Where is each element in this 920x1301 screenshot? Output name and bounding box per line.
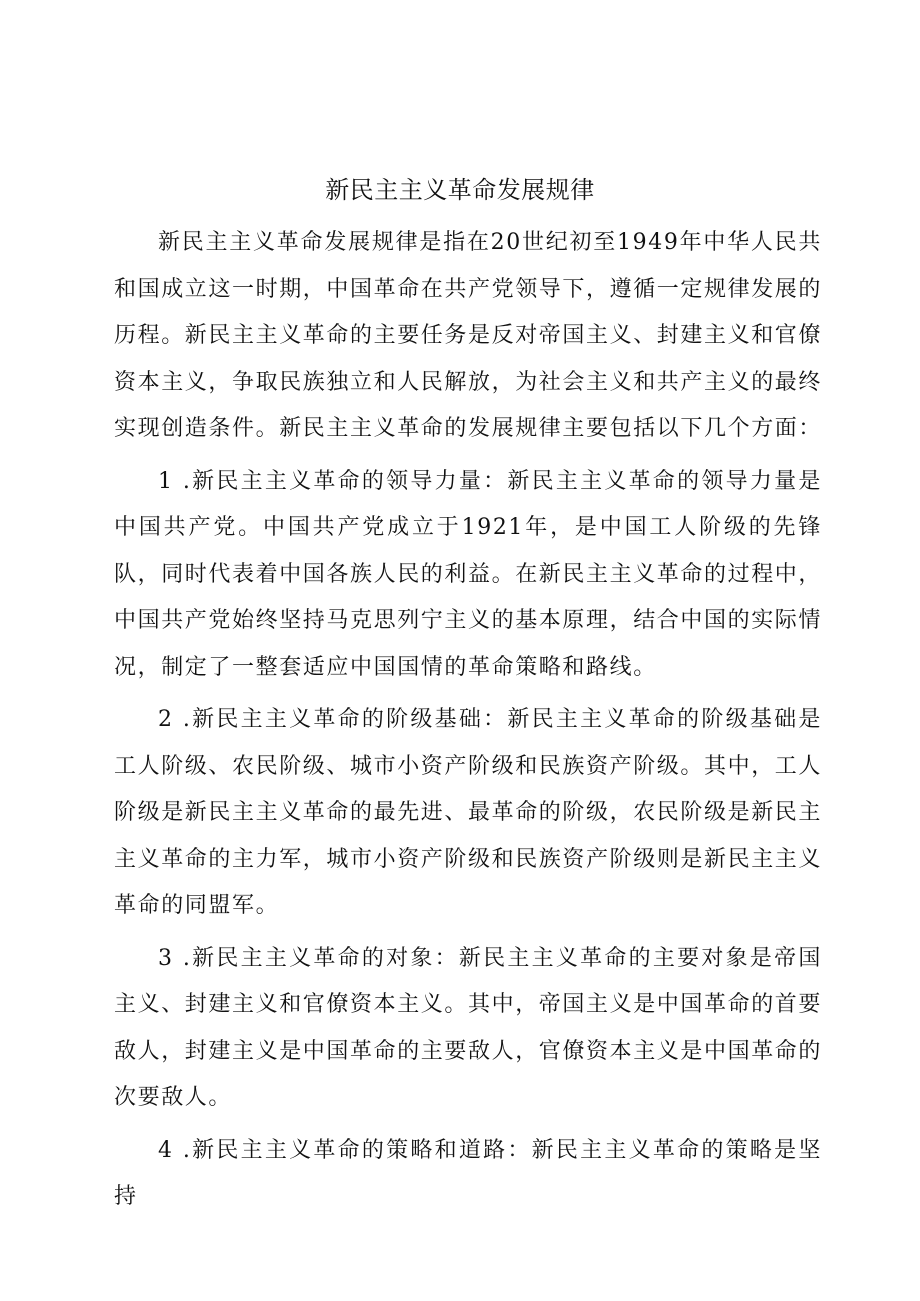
paragraph-targets: 3 .新民主主义革命的对象：新民主主义革命的主要对象是帝国主义、封建主义和官僚资本主义。其中，帝国主义是中国革命的首要敌人，封建主义是中国革命的主要敌人，官僚资本主义是中国革命的次要敌人。 — [114, 945, 823, 1110]
paragraph-intro: 新民主主义革命发展规律是指在20世纪初至1949年中华人民共和国成立这一时期，中国革命在共产党领导下，遵循一定规律发展的历程。新民主主义革命的主要任务是反对帝国主义、封建主义和官僚资本主义，争取民族独立和人民解放，为社会主义和共产主义的最终实现创造条件。新民主主义革命的发展规律主要包括以下几个方面： — [114, 230, 823, 441]
paragraph-class-basis: 2 .新民主主义革命的阶级基础：新民主主义革命的阶级基础是工人阶级、农民阶级、城市小资产阶级和民族资产阶级。其中，工人阶级是新民主主义革命的最先进、最革命的阶级，农民阶级是新民主主义革命的主力军，城市小资产阶级和民族资产阶级则是新民主主义革命的同盟军。 — [114, 707, 823, 918]
document-body — [114, 220, 822, 1227]
document-title: 新民主主义革命发展规律 — [325, 176, 595, 204]
paragraph-leadership: 1 .新民主主义革命的领导力量：新民主主义革命的领导力量是中国共产党。中国共产党成立于1921年，是中国工人阶级的先锋队，同时代表着中国各族人民的利益。在新民主主义革命的过程中，中国共产党始终坚持马克思列宁主义的基本原理，结合中国的实际情况，制定了一整套适应中国国情的革命策略和路线。 — [114, 468, 823, 680]
paragraph-strategy: 4 .新民主主义革命的策略和道路：新民主主义革命的策略是坚持 — [114, 1137, 822, 1209]
